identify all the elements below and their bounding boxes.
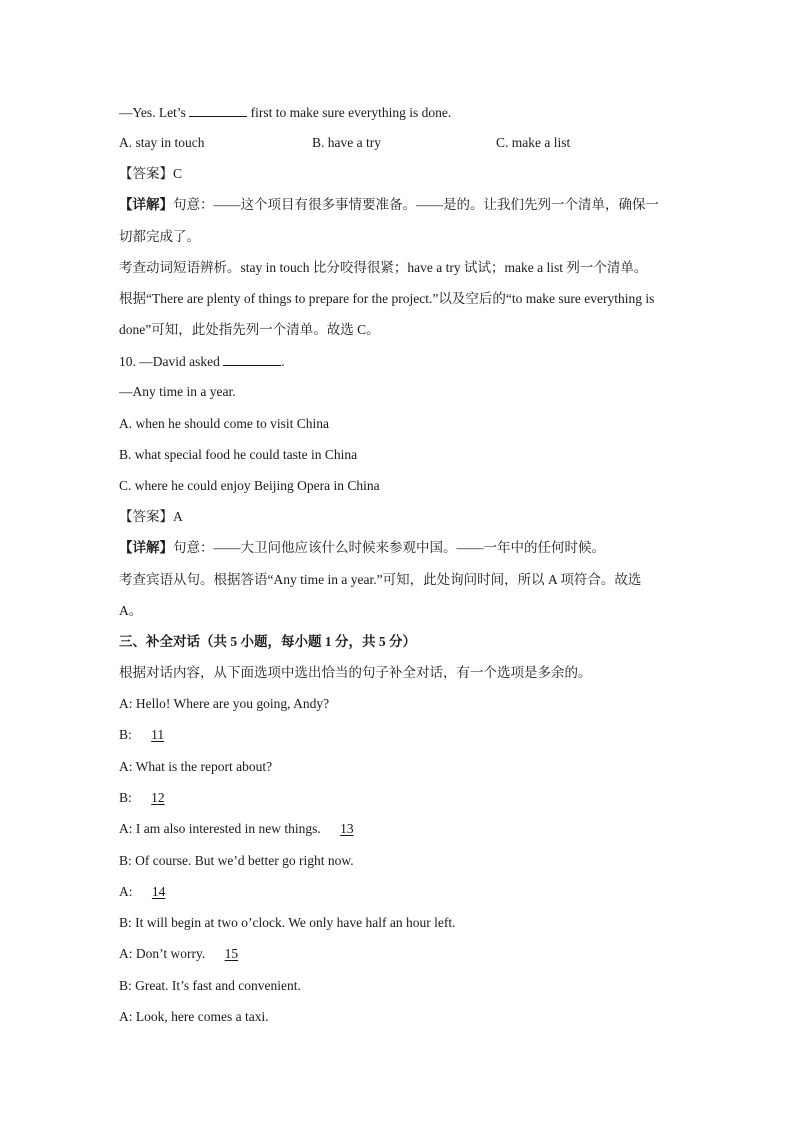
dialog-line <box>119 758 679 776</box>
dialog-text: A: What is the report about? <box>119 759 273 774</box>
q10-answer: 【答案】A <box>119 509 183 524</box>
q9-detail-3: 考查动词短语辨析。stay in touch 比分咬得很紧；have a try 试试；make a list 列一个清单。 <box>119 260 648 275</box>
numbered-blank: 11 <box>151 727 165 742</box>
dialog-line <box>119 852 679 870</box>
section-heading: 三、补全对话（共 5 小题，每小题 1 分，共 5 分） <box>119 634 416 649</box>
dialog-line <box>119 883 679 901</box>
detail-text: 句意：——大卫问他应该什么时候来参观中国。——一年中的任何时候。 <box>173 540 605 555</box>
q9-detail-2: 切都完成了。 <box>119 229 200 244</box>
q9-dialog-suffix: first to make sure everything is done. <box>247 105 452 120</box>
answer-blank <box>189 103 247 117</box>
dialog-text: A: Look, here comes a taxi. <box>119 1009 269 1024</box>
q10-question <box>119 352 679 371</box>
dialog-text: B: It will begin at two o’clock. We only have half an hour left. <box>119 915 456 930</box>
numbered-blank: 12 <box>151 790 165 805</box>
q10-question-prefix: 10. —David asked <box>119 354 224 369</box>
q9-answer: 【答案】C <box>119 166 183 181</box>
dialog-text: A: I am also interested in new things. <box>119 821 325 836</box>
numbered-blank: 15 <box>224 946 239 961</box>
q10-detail-2: 考查宾语从句。根据答语“Any time in a year.”可知，此处询问时间，所以 A 项符合。故选 <box>119 572 642 587</box>
q9-option-c: C. make a list <box>496 135 571 150</box>
dialog-text: A: Hello! Where are you going, Andy? <box>119 696 330 711</box>
q9-dialog-line <box>119 103 679 122</box>
q10-response: —Any time in a year. <box>119 384 236 399</box>
dialog-text: B: Great. It’s fast and convenient. <box>119 978 301 993</box>
dialog-line <box>119 726 679 744</box>
detail-label: 【详解】 <box>119 197 173 212</box>
section-instruction: 根据对话内容，从下面选项中选出恰当的句子补全对话，有一个选项是多余的。 <box>119 665 592 680</box>
dialog-line <box>119 789 679 807</box>
answer-blank <box>223 352 281 366</box>
q9-option-b: B. have a try <box>312 135 381 150</box>
dialog-text: A: <box>119 884 136 899</box>
dialog-text: B: <box>119 727 136 742</box>
numbered-blank: 14 <box>151 884 166 899</box>
q10-option-a: A. when he should come to visit China <box>119 416 329 431</box>
dialog-line <box>119 695 679 713</box>
q9-detail-5: done”可知，此处指先列一个清单。故选 C。 <box>119 322 380 337</box>
q10-question-suffix: . <box>281 354 285 369</box>
q9-detail-1 <box>119 196 679 214</box>
detail-text: 句意：——这个项目有很多事情要准备。——是的。让我们先列一个清单，确保一 <box>173 197 659 212</box>
q10-detail-3: A。 <box>119 603 143 618</box>
dialog-line <box>119 945 679 963</box>
q9-option-a: A. stay in touch <box>119 135 205 150</box>
q9-detail-4: 根据“There are plenty of things to prepare for the project.”以及空后的“to make sure everything is <box>119 291 655 306</box>
dialog-line <box>119 914 679 932</box>
numbered-blank: 13 <box>340 821 354 836</box>
detail-label: 【详解】 <box>119 540 173 555</box>
dialog-text: A: Don’t worry. <box>119 946 209 961</box>
dialog-line <box>119 1008 679 1026</box>
q10-detail-1 <box>119 539 679 557</box>
q9-dialog-prefix: —Yes. Let’s <box>119 105 190 120</box>
dialog-line <box>119 977 679 995</box>
dialog-text: B: Of course. But we’d better go right now. <box>119 853 354 868</box>
q10-option-c: C. where he could enjoy Beijing Opera in China <box>119 478 380 493</box>
dialog-line <box>119 820 679 838</box>
q10-option-b: B. what special food he could taste in China <box>119 447 358 462</box>
dialog-text: B: <box>119 790 136 805</box>
